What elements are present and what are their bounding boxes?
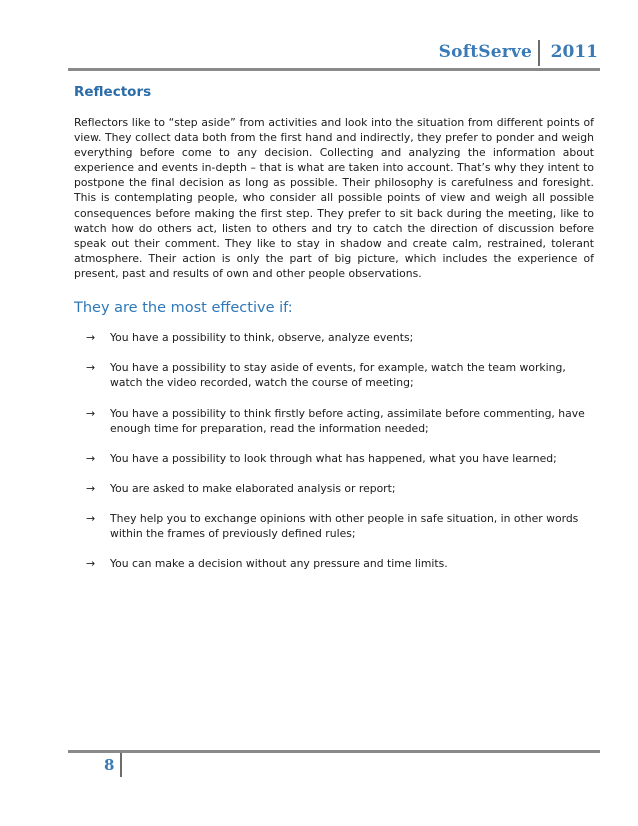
subheading: They are the most effective if: (74, 300, 293, 317)
page-content (74, 84, 594, 587)
page-header (68, 42, 600, 68)
footer-rule (68, 750, 600, 753)
arrow-icon: → (86, 557, 96, 571)
header-rule (68, 68, 600, 71)
footer-separator (120, 753, 122, 777)
arrow-icon: → (86, 482, 96, 495)
list-item-text: You are asked to make elaborated analysis or report; (110, 482, 396, 495)
list-item (74, 330, 594, 345)
arrow-icon: → (86, 361, 96, 375)
list-item (74, 360, 594, 391)
list-item-text: You have a possibility to think, observe, analyze events; (110, 331, 414, 345)
arrow-icon: → (86, 331, 96, 345)
list-item-text: You can make a decision without any pressure and time limits. (110, 557, 448, 571)
list-item (74, 406, 594, 437)
header-company: SoftServe (438, 42, 532, 62)
arrow-icon: → (86, 512, 96, 526)
header-year: 2011 (550, 42, 598, 62)
list-item-text: You have a possibility to think firstly before acting, assimilate before commenting, have enough time for preparation, read the information needed; (110, 406, 585, 435)
list-item (74, 481, 594, 496)
list-item-text: They help you to exchange opinions with other people in safe situation, in other words within the frames of previously defined rules; (110, 512, 579, 541)
section-title: Reflectors (74, 84, 152, 100)
list-item (74, 511, 594, 542)
header-separator (538, 40, 540, 66)
section-paragraph: Reflectors like to “step aside” from activities and look into the situation from different points of view. They collect data both from the first hand and indirectly, they prefer to ponder and weigh everything before come to any decision. Collecting and analyzing the information about experience and events in-depth – that is what are taken into account. That’s why they intent to postpone the final decision as long as possible. Their philosophy is carefulness and foresight. This is contemplating people, who consider all possible points of view and weigh all possible consequences before making the first step. They prefer to sit back during the meeting, like to watch how do others act, listen to others and try to catch the direction of discussion before speak out their comment. They like to stay in shadow and create calm, restrained, tolerant atmosphere. Their action is only the part of big picture, which includes the experience of present, past and results of own and other people observations. (74, 116, 594, 280)
bullet-list (74, 330, 594, 572)
arrow-icon: → (86, 406, 96, 420)
list-item (74, 556, 594, 571)
page-number: 8 (104, 756, 115, 774)
list-item (74, 451, 594, 466)
list-item-text: You have a possibility to stay aside of events, for example, watch the team working, watch the video recorded, watch the course of meeting; (110, 361, 566, 390)
arrow-icon: → (86, 451, 96, 465)
list-item-text: You have a possibility to look through what has happened, what you have learned; (110, 451, 557, 465)
